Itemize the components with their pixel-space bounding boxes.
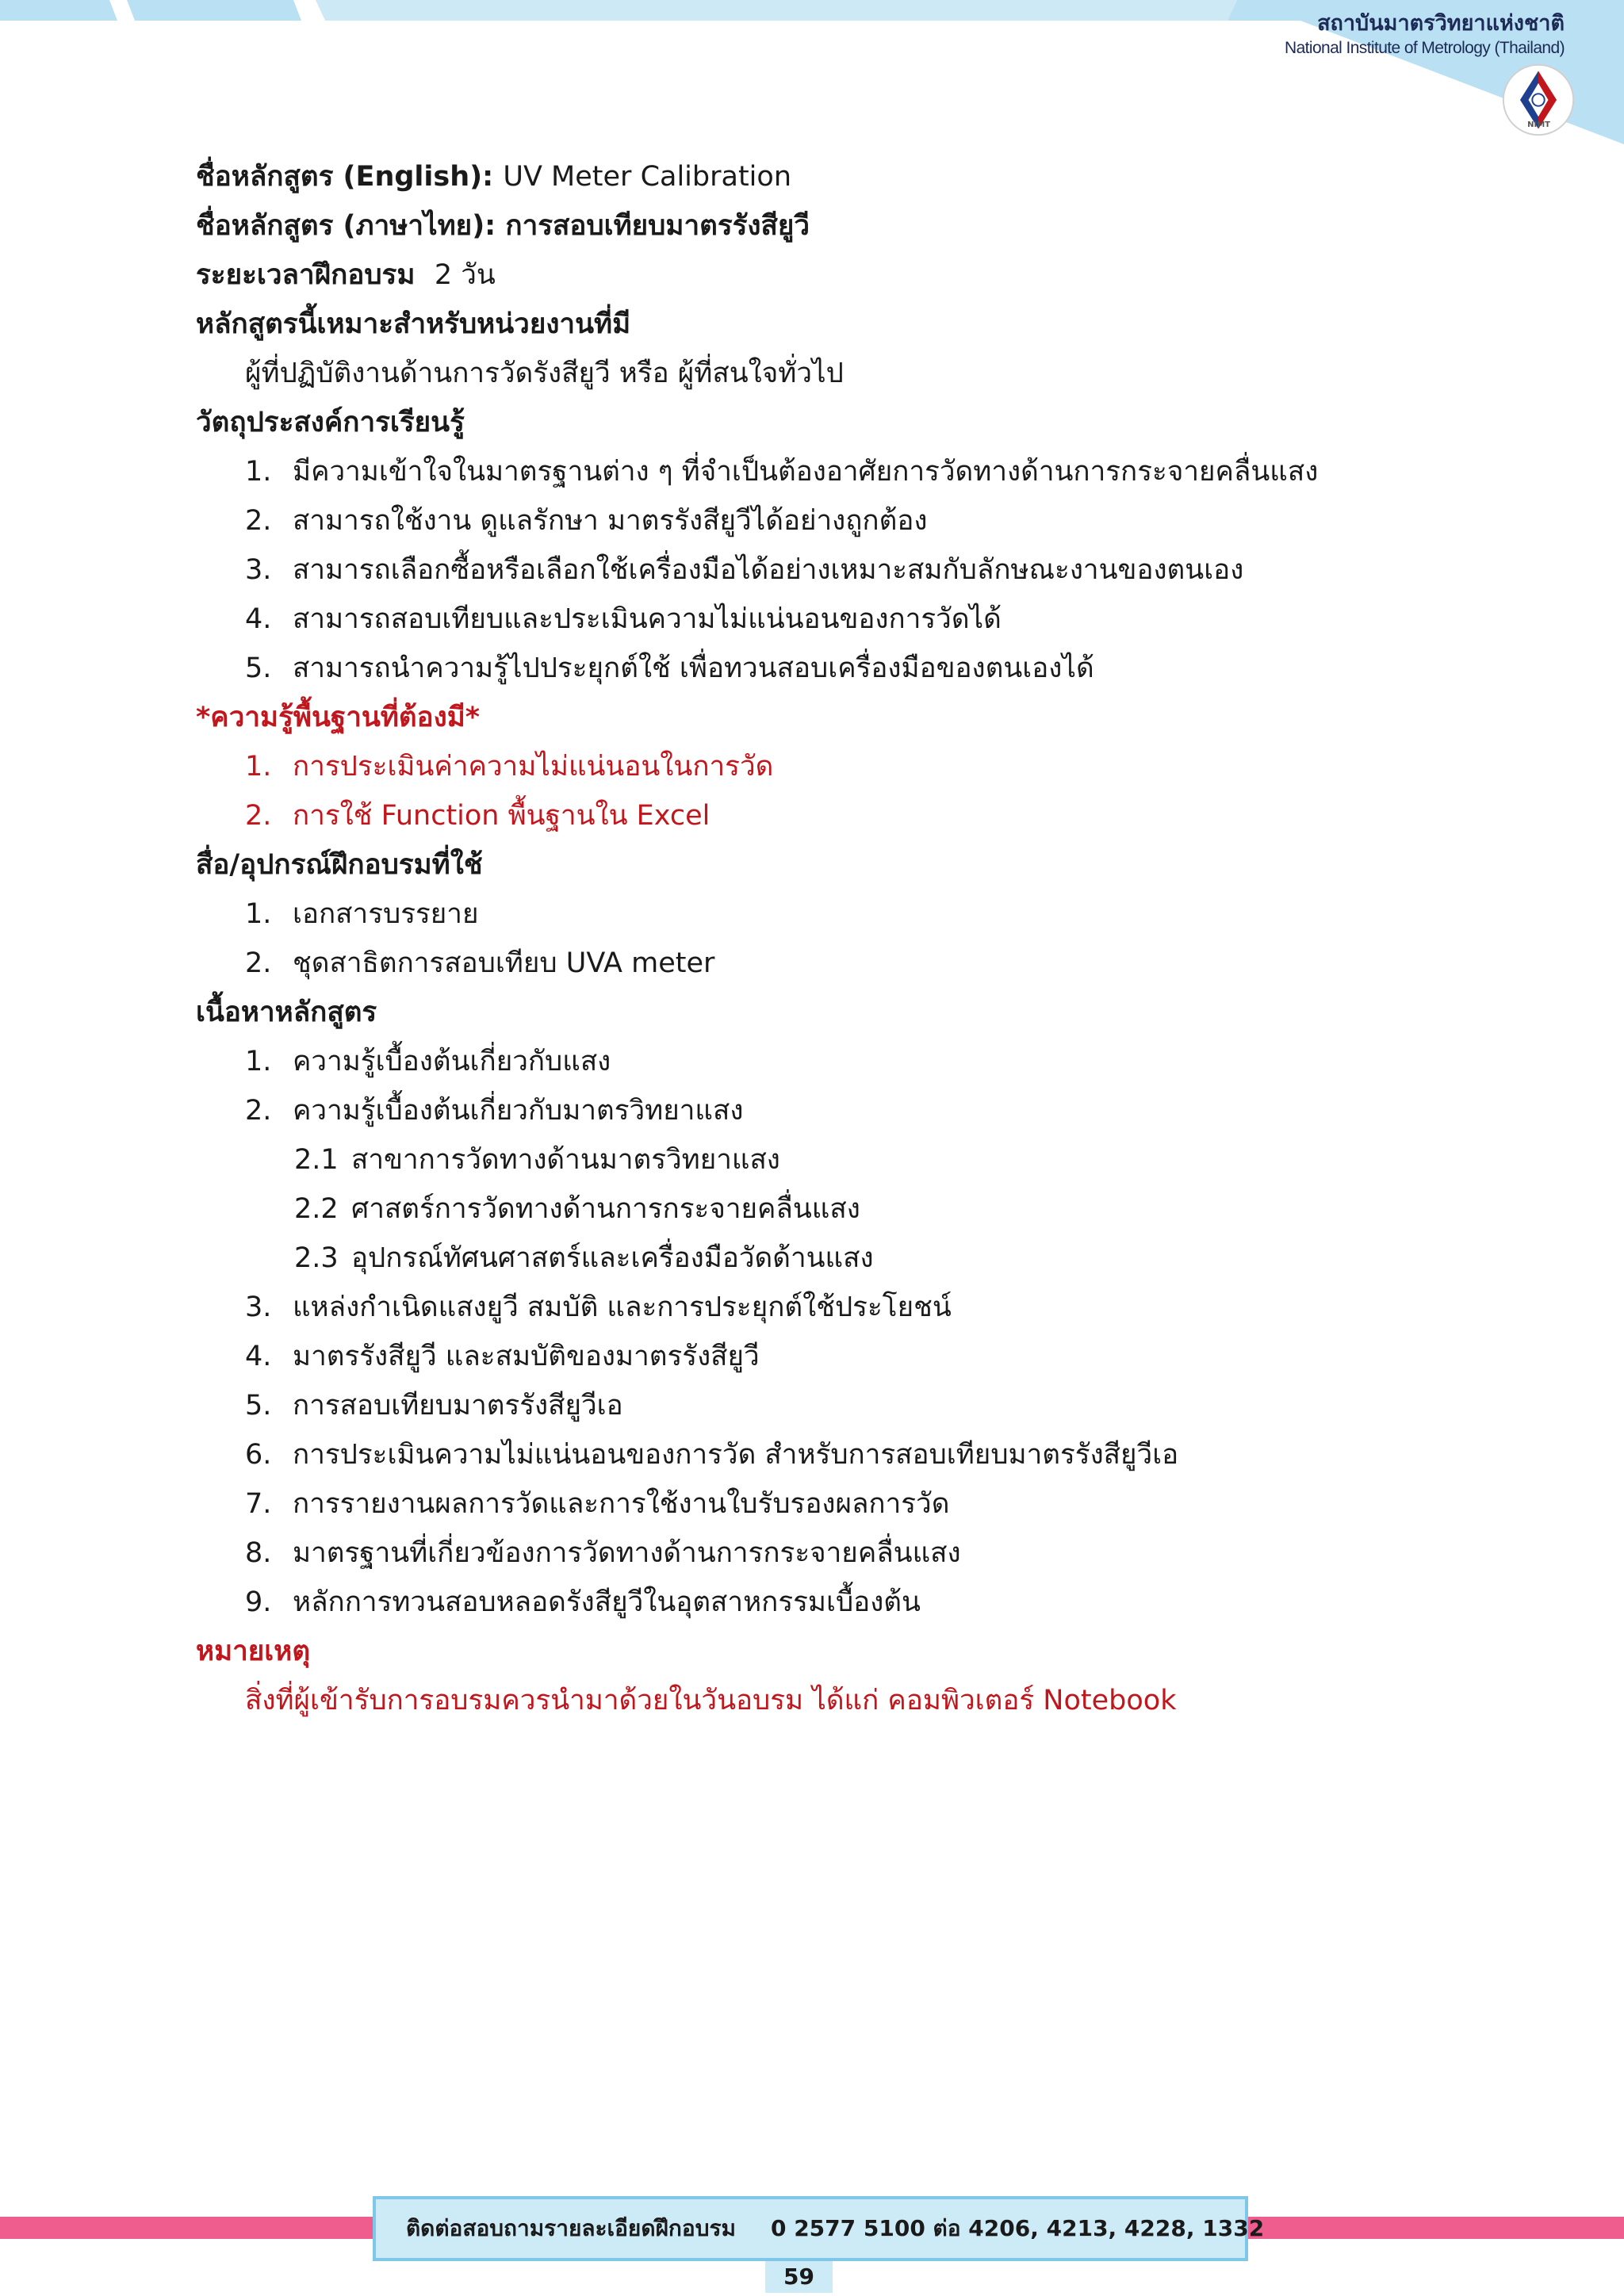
list-item: 7. การรายงานผลการวัดและการใช้งานใบรับรองผลการวัด: [245, 1488, 950, 1520]
list-item: 2. การใช้ Function พื้นฐานใน Excel: [245, 800, 710, 832]
contact-label: ติดต่อสอบถามรายละเอียดฝึกอบรม: [406, 2215, 736, 2241]
objectives-heading: วัตถุประสงค์การเรียนรู้: [196, 407, 465, 438]
list-item: 4. สามารถสอบเทียบและประเมินความไม่แน่นอนของการวัดได้: [245, 603, 1002, 635]
course-name-english: UV Meter Calibration: [503, 161, 791, 193]
list-item: 9. หลักการทวนสอบหลอดรังสียูวีในอุตสาหกรรมเบื้องต้น: [245, 1586, 921, 1618]
list-subitem: 2.3 อุปกรณ์ทัศนศาสตร์และเครื่องมือวัดด้านแสง: [294, 1242, 874, 1274]
page-number: 59: [765, 2261, 833, 2293]
list-item: 8. มาตรฐานที่เกี่ยวข้องการวัดทางด้านการกระจายคลื่นแสง: [245, 1537, 961, 1569]
audience-text: ผู้ที่ปฏิบัติงานด้านการวัดรังสียูวี หรือ ผู้ที่สนใจทั่วไป: [245, 358, 844, 389]
course-name-thai-label: ชื่อหลักสูตร (ภาษาไทย):: [196, 210, 496, 242]
list-item: 1. ความรู้เบื้องต้นเกี่ยวกับแสง: [245, 1046, 611, 1077]
list-item: 5. การสอบเทียบมาตรรังสียูวีเอ: [245, 1390, 623, 1422]
list-subitem: 2.2 ศาสตร์การวัดทางด้านการกระจายคลื่นแสง: [294, 1193, 860, 1225]
note-heading: หมายเหตุ: [196, 1636, 311, 1667]
course-details: [196, 152, 1433, 1725]
list-item: 2. ชุดสาธิตการสอบเทียบ UVA meter: [245, 947, 715, 979]
course-name-english-label: ชื่อหลักสูตร (English):: [196, 161, 494, 193]
list-item: 1. เอกสารบรรยาย: [245, 898, 479, 930]
note-text: สิ่งที่ผู้เข้ารับการอบรมควรนำมาด้วยในวันอบรม ได้แก่ คอมพิวเตอร์ Notebook: [245, 1685, 1177, 1716]
list-subitem: 2.1 สาขาการวัดทางด้านมาตรวิทยาแสง: [294, 1144, 780, 1176]
course-name-english-row: [196, 152, 1433, 201]
duration-row: [196, 251, 1433, 300]
organization-header: [1271, 10, 1604, 59]
audience-heading: หลักสูตรนี้เหมาะสำหรับหน่วยงานที่มี: [196, 308, 631, 340]
organization-name-english: National Institute of Metrology (Thailand): [1285, 39, 1565, 57]
organization-name-thai: สถาบันมาตรวิทยาแห่งชาติ: [1317, 11, 1565, 36]
list-item: 3. สามารถเลือกซื้อหรือเลือกใช้เครื่องมือได้อย่างเหมาะสมกับลักษณะงานของตนเอง: [245, 554, 1244, 586]
prerequisite-heading: *ความรู้พื้นฐานที่ต้องมี*: [196, 702, 481, 733]
list-item: 6. การประเมินความไม่แน่นอนของการวัด สำหรับการสอบเทียบมาตรรังสียูวีเอ: [245, 1439, 1179, 1471]
course-name-thai-row: [196, 201, 1433, 251]
contact-box: [373, 2196, 1265, 2261]
list-item: 2. ความรู้เบื้องต้นเกี่ยวกับมาตรวิทยาแสง: [245, 1095, 744, 1127]
duration-value: 2 วัน: [434, 259, 496, 291]
course-name-thai: การสอบเทียบมาตรรังสียูวี: [505, 210, 810, 242]
list-item: 5. สามารถนำความรู้ไปประยุกต์ใช้ เพื่อทวนสอบเครื่องมือของตนเองได้: [245, 652, 1094, 684]
logo-caption: NIMT: [1527, 121, 1550, 129]
contact-phone: 0 2577 5100 ต่อ 4206, 4213, 4228, 1332: [770, 2215, 1265, 2241]
list-item: 1. การประเมินค่าความไม่แน่นอนในการวัด: [245, 751, 774, 783]
content-heading: เนื้อหาหลักสูตร: [196, 997, 377, 1028]
list-item: 3. แหล่งกำเนิดแสงยูวี สมบัติ และการประยุกต์ใช้ประโยชน์: [245, 1292, 952, 1323]
list-item: 1. มีความเข้าใจในมาตรฐานต่าง ๆ ที่จำเป็นต้องอาศัยการวัดทางด้านการกระจายคลื่นแสง: [245, 456, 1319, 488]
list-item: 2. สามารถใช้งาน ดูแลรักษา มาตรรังสียูวีได้อย่างถูกต้อง: [245, 505, 928, 537]
duration-label: ระยะเวลาฝึกอบรม: [196, 259, 416, 291]
media-heading: สื่อ/อุปกรณ์ฝึกอบรมที่ใช้: [196, 849, 483, 881]
list-item: 4. มาตรรังสียูวี และสมบัติของมาตรรังสียูวี: [245, 1341, 760, 1372]
